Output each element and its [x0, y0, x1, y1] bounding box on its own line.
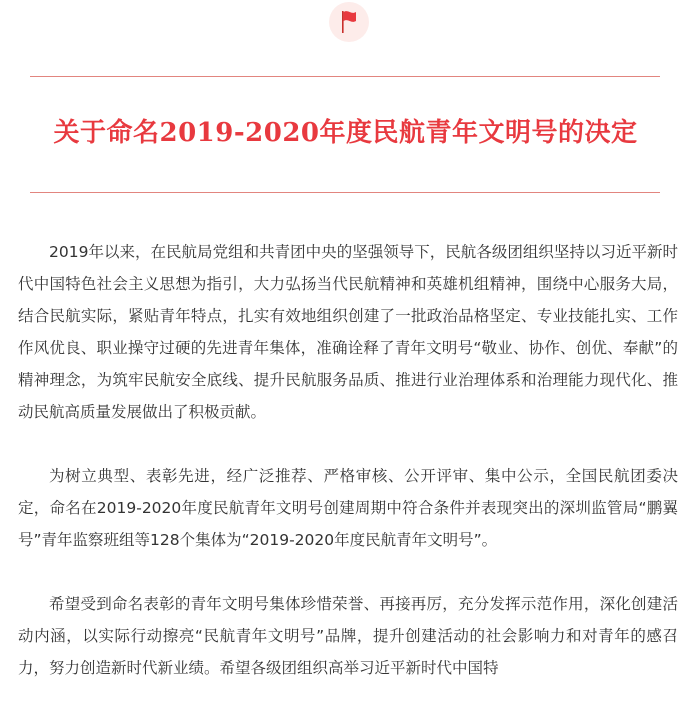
article-body [18, 236, 678, 716]
paragraph-3: 希望受到命名表彰的青年文明号集体珍惜荣誉、再接再厉，充分发挥示范作用，深化创建活动内涵，以实际行动擦亮“民航青年文明号”品牌，提升创建活动的社会影响力和对青年的感召力，努力创造新时代新业绩。希望各级团组织高举习近平新时代中国特 [18, 595, 678, 677]
flag-badge [329, 2, 369, 42]
paragraph-1: 2019年以来，在民航局党组和共青团中央的坚强领导下，民航各级团组织坚持以习近平新时代中国特色社会主义思想为指引，大力弘扬当代民航精神和英雄机组精神，围绕中心服务大局，结合民航实际，紧贴青年特点，扎实有效地组织创建了一批政治品格坚定、专业技能扎实、工作作风优良、职业操守过硬的先进青年集体，准确诠释了青年文明号“敬业、协作、创优、奉献”的精神理念，为筑牢民航安全底线、提升民航服务品质、推进行业治理体系和治理能力现代化、推动民航高质量发展做出了积极贡献。 [18, 243, 678, 421]
top-divider [30, 76, 660, 77]
bottom-divider [30, 192, 660, 193]
page-title: 关于命名2019-2020年度民航青年文明号的决定 [53, 118, 638, 149]
paragraph-2: 为树立典型、表彰先进，经广泛推荐、严格审核、公开评审、集中公示，全国民航团委决定，命名在2019-2020年度民航青年文明号创建周期中符合条件并表现突出的深圳监管局“鹏翼号”青年监察班组等128个集体为“2019-2020年度民航青年文明号”。 [18, 467, 678, 549]
red-flag-icon [329, 2, 369, 42]
